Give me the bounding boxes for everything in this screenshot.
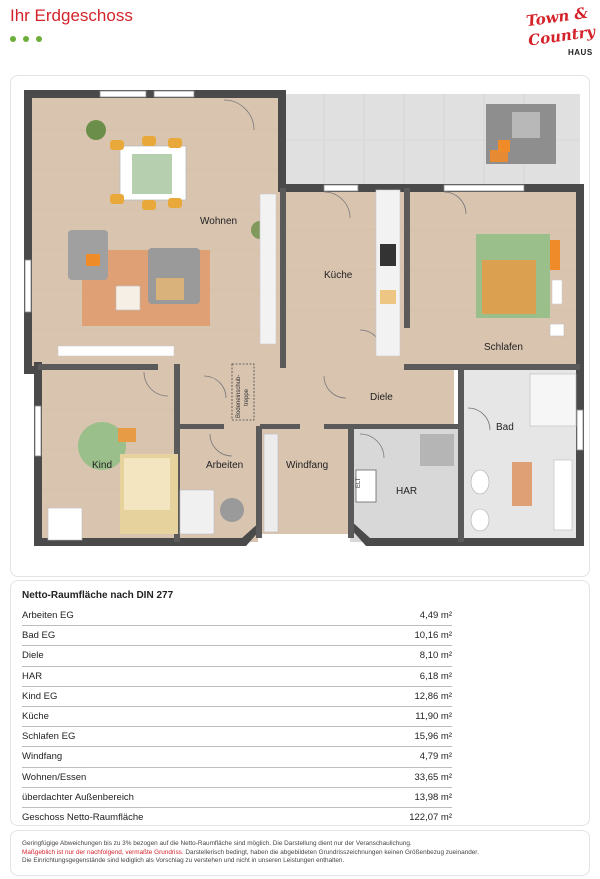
- footnote-line-3: Die Einrichtungsgegenstände sind lediglich als Vorschlag zu verstehen und nicht in unseren Leistungen enthalten.: [22, 857, 345, 864]
- room-area: 4,79 m²: [419, 751, 452, 763]
- room-area: 12,86 m²: [414, 690, 452, 702]
- table-row: [22, 768, 452, 788]
- room-name: Windfang: [22, 751, 63, 763]
- table-row: [22, 667, 452, 687]
- page-title: Ihr Erdgeschoss: [10, 6, 133, 25]
- label-treppe-1: Bodeneinschub-: [236, 374, 242, 418]
- room-label-bad: Bad: [496, 422, 514, 433]
- footnote-line-2-red: Maßgeblich ist nur der nachfolgend, vermaßte Grundriss.: [22, 848, 184, 856]
- room-label-har: HAR: [396, 486, 418, 497]
- table-row: [22, 788, 452, 808]
- room-area: 11,90 m²: [415, 710, 452, 722]
- logo-line-1: Town &: [525, 3, 589, 31]
- room-label-kind: Kind: [92, 460, 113, 471]
- room-area: 15,96 m²: [414, 731, 452, 743]
- room-area: 6,18 m²: [419, 670, 452, 682]
- floorplan: [24, 90, 584, 560]
- room-label-schlafen: Schlafen: [484, 342, 523, 353]
- room-name: Schlafen EG: [22, 731, 76, 743]
- room-name: HAR: [22, 670, 43, 682]
- label-treppe-2: treppe: [244, 388, 250, 406]
- room-name: Bad EG: [22, 630, 56, 642]
- wardrobe-icon: [264, 434, 278, 532]
- room-label-windfang: Windfang: [286, 460, 329, 471]
- table-row: [22, 727, 452, 747]
- dots-decoration: [10, 36, 42, 42]
- table-row: [22, 808, 452, 827]
- brand-logo: [520, 3, 598, 64]
- room-area: 122,07 m²: [409, 811, 452, 823]
- table-row: [22, 646, 452, 666]
- logo-line-2: Country: [527, 22, 597, 50]
- room-area: 13,98 m²: [414, 791, 452, 803]
- floor-wohnen: [28, 94, 282, 370]
- room-name: Diele: [22, 650, 44, 662]
- footnote-line-2: [22, 849, 582, 858]
- room-label-elt: ELT: [356, 477, 362, 488]
- room-area: 8,10 m²: [419, 650, 452, 662]
- table-row: [22, 687, 452, 707]
- logo-line-3: HAUS: [568, 48, 593, 57]
- footnote-line-1: Geringfügige Abweichungen bis zu 3% bezogen auf die Netto-Raumfläche sind möglich. Die Darstellung dient nur der Veranschaulichung.: [22, 840, 412, 847]
- room-name: Arbeiten EG: [22, 610, 74, 621]
- room-area: 4,49 m²: [419, 610, 452, 621]
- room-name: Küche: [22, 710, 49, 722]
- table-row: [22, 606, 452, 626]
- room-label-diele: Diele: [370, 392, 393, 403]
- room-area: 10,16 m²: [414, 630, 452, 642]
- lounge-chair-icon: [486, 104, 556, 164]
- room-name: Kind EG: [22, 690, 58, 702]
- table-row: [22, 747, 452, 767]
- room-name: überdachter Außenbereich: [22, 791, 134, 803]
- table-title: Netto-Raumfläche nach DIN 277: [22, 590, 174, 601]
- table-row: [22, 707, 452, 727]
- table-row: [22, 626, 452, 646]
- room-name: Wohnen/Essen: [22, 771, 87, 783]
- room-label-kueche: Küche: [324, 270, 353, 281]
- room-area: 33,65 m²: [414, 771, 452, 783]
- room-name: Geschoss Netto-Raumfläche: [22, 811, 144, 823]
- area-table: [22, 606, 452, 827]
- footnote: [22, 840, 582, 866]
- room-label-wohnen: Wohnen: [200, 216, 238, 227]
- footnote-line-2-rest: Darstellerisch bedingt, haben die abgebildeten Grundrisszeichnungen keinen Größenbezug zueinander.: [183, 848, 479, 856]
- floor-diele: [174, 366, 454, 426]
- room-label-arbeiten: Arbeiten: [206, 460, 244, 471]
